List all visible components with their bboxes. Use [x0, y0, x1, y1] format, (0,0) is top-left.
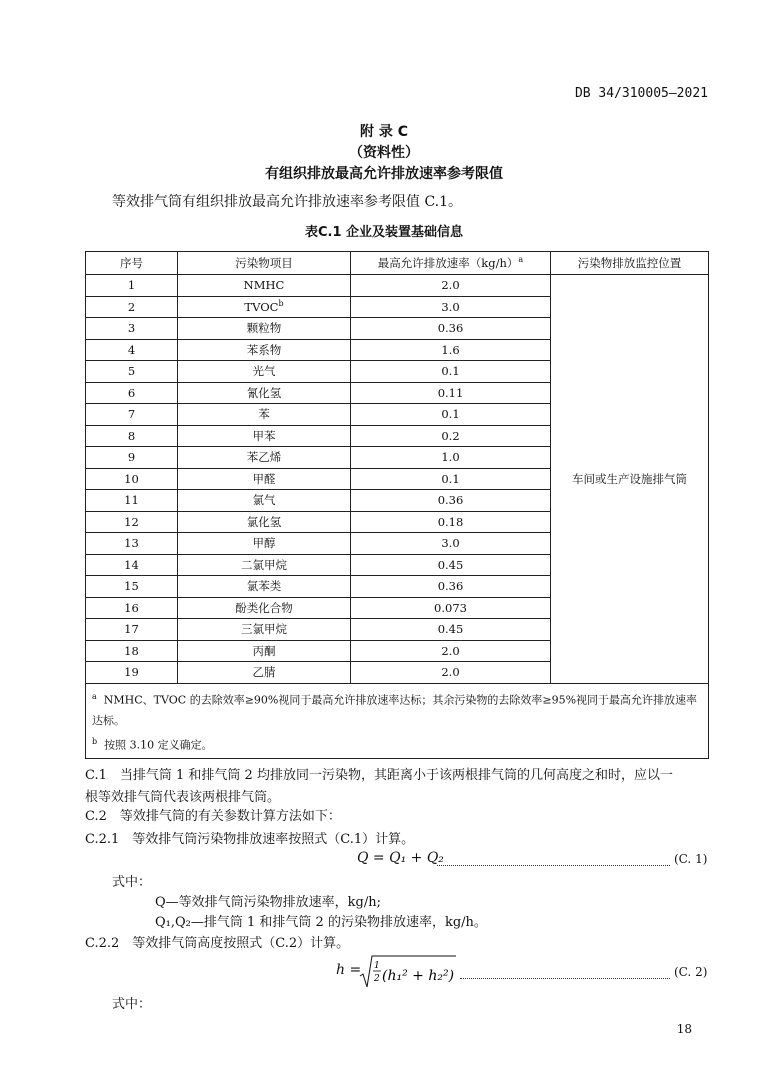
cell-item: [178, 404, 351, 426]
cell-item-text: 颗粒物: [246, 321, 282, 336]
cell-no-text: 2: [127, 299, 136, 314]
cell-rate-text: 0.11: [437, 385, 464, 400]
cell-no-text: 9: [127, 450, 136, 465]
cell-no-text: 3: [127, 321, 136, 336]
cell-item-text: 氯气: [252, 493, 276, 508]
cell-item-text: 丙酮: [252, 643, 276, 658]
svg-text:2: 2: [374, 974, 380, 984]
table-row: [86, 275, 709, 297]
cell-location-text: 车间或生产设施排气筒: [572, 471, 687, 486]
cell-rate-text: 3.0: [441, 299, 460, 314]
cell-no-text: 12: [124, 514, 139, 529]
cell-item-text: 甲醛: [252, 471, 276, 486]
cell-no-text: 7: [127, 407, 136, 422]
cell-no-text: 1: [127, 278, 136, 293]
formula-c1: Q = Q₁ + Q₂: [357, 850, 444, 866]
cell-no-text: 16: [124, 600, 139, 615]
header-rate-footnote-mark: a: [518, 255, 524, 265]
cell-rate: [351, 318, 551, 340]
cell-rate: [351, 425, 551, 447]
section-c2: C.2 等效排气筒的有关参数计算方法如下：: [85, 809, 341, 824]
page-number: 18: [676, 1022, 692, 1036]
cell-rate: [351, 296, 551, 318]
cell-item-text: 三氯甲烷: [241, 622, 287, 637]
cell-rate-text: 1.0: [441, 450, 460, 465]
header-item: 污染物项目: [178, 252, 351, 275]
cell-no: [86, 619, 178, 641]
footnote-b: [92, 731, 702, 756]
cell-rate: [351, 533, 551, 555]
cell-rate: [351, 619, 551, 641]
cell-rate: [351, 490, 551, 512]
cell-no-text: 11: [124, 493, 139, 508]
cell-rate: [351, 597, 551, 619]
header-rate-label: 最高允许排放速率（kg/h）: [377, 256, 519, 270]
cell-no-text: 19: [124, 665, 139, 680]
table-header-row: [86, 252, 709, 275]
header-location: 污染物排放监控位置: [551, 252, 709, 275]
cell-item: [178, 361, 351, 383]
cell-no-text: 8: [127, 428, 136, 443]
section-c1-line2: 根等效排气筒代表该两根排气筒。: [85, 790, 281, 805]
cell-no: [86, 576, 178, 598]
table-notes-row: [86, 683, 709, 758]
cell-item-text: 乙腈: [252, 665, 276, 680]
section-c22: C.2.2 等效排气筒高度按照式（C.2）计算。: [85, 936, 350, 951]
where-label-2: 式中：: [112, 997, 152, 1012]
cell-rate-text: 1.6: [441, 342, 460, 357]
cell-rate-text: 0.18: [437, 514, 464, 529]
cell-rate-text: 0.45: [437, 622, 464, 637]
section-c1-line1: C.1 当排气筒 1 和排气筒 2 均排放同一污染物，其距离小于该两根排气筒的几何高度之和时，应以一: [85, 768, 673, 783]
cell-item: [178, 533, 351, 555]
appendix-nature: （资料性）: [349, 145, 419, 161]
cell-rate-text: 0.1: [441, 471, 460, 486]
cell-no: [86, 318, 178, 340]
cell-rate: [351, 640, 551, 662]
svg-text:1: 1: [374, 961, 380, 971]
cell-no-text: 15: [124, 579, 139, 594]
cell-item: [178, 619, 351, 641]
cell-item-text: 光气: [252, 364, 276, 379]
cell-rate: [351, 361, 551, 383]
cell-item: [178, 468, 351, 490]
cell-no-text: 4: [127, 342, 136, 357]
cell-no: [86, 296, 178, 318]
cell-item-text: 氰化氢: [246, 385, 282, 400]
footnote-text: NMHC、TVOC 的去除效率≥90%视同于最高允许排放速率达标；其余污染物的去除效率≥95%视同于最高允许排放速率达标。: [92, 693, 698, 728]
formula-c2-lhs: h =: [336, 962, 362, 978]
cell-no-text: 10: [124, 471, 139, 486]
cell-no: [86, 404, 178, 426]
table-caption: 表C.1 企业及装置基础信息: [304, 225, 464, 240]
cell-no: [86, 662, 178, 684]
cell-rate-text: 0.1: [441, 407, 460, 422]
emission-rate-table: [85, 251, 709, 759]
cell-item-text: TVOC: [244, 300, 279, 315]
cell-item: [178, 275, 351, 297]
cell-no-text: 18: [124, 643, 139, 658]
cell-no-text: 13: [124, 536, 139, 551]
cell-item: [178, 490, 351, 512]
cell-rate: [351, 468, 551, 490]
footnote-a: [92, 686, 702, 732]
cell-rate: [351, 404, 551, 426]
definition-q1-q2: Q₁,Q₂—排气筒 1 和排气筒 2 的污染物排放速率，kg/h。: [155, 915, 487, 930]
appendix-title: 有组织排放最高允许排放速率参考限值: [265, 166, 503, 182]
formula-c2-number: (C. 2): [674, 965, 708, 979]
cell-item: [178, 382, 351, 404]
cell-item: [178, 597, 351, 619]
cell-rate: [351, 576, 551, 598]
formula-c2-radical: [358, 954, 458, 990]
appendix-label: 附 录 C: [359, 124, 409, 140]
cell-rate: [351, 662, 551, 684]
cell-no: [86, 554, 178, 576]
cell-no: [86, 468, 178, 490]
cell-location: [551, 275, 709, 684]
cell-no: [86, 425, 178, 447]
header-rate: [351, 252, 551, 275]
footnote-mark: b: [92, 737, 98, 747]
standard-code: DB 34/310005—2021: [574, 86, 708, 101]
cell-item-text: 苯: [258, 407, 270, 422]
cell-item: [178, 339, 351, 361]
cell-no-text: 14: [124, 557, 139, 572]
cell-no: [86, 597, 178, 619]
cell-rate-text: 0.1: [441, 364, 460, 379]
cell-rate-text: 0.36: [437, 321, 464, 336]
cell-rate: [351, 554, 551, 576]
cell-item: [178, 425, 351, 447]
cell-item-text: 酚类化合物: [235, 600, 293, 615]
cell-no-text: 17: [124, 622, 139, 637]
cell-rate-text: 0.073: [434, 600, 467, 615]
cell-no: [86, 382, 178, 404]
cell-rate: [351, 275, 551, 297]
footnote-text: 按照 3.10 定义确定。: [104, 738, 213, 752]
cell-rate: [351, 339, 551, 361]
cell-item: [178, 511, 351, 533]
cell-item: [178, 662, 351, 684]
cell-rate-text: 3.0: [441, 536, 460, 551]
cell-no: [86, 490, 178, 512]
cell-no: [86, 640, 178, 662]
cell-rate-text: 0.36: [437, 493, 464, 508]
cell-no: [86, 275, 178, 297]
cell-rate: [351, 447, 551, 469]
cell-no: [86, 511, 178, 533]
cell-item: [178, 554, 351, 576]
cell-rate-text: 2.0: [441, 278, 460, 293]
formula-c1-leader: [437, 865, 670, 866]
cell-item: [178, 447, 351, 469]
cell-rate-text: 2.0: [441, 665, 460, 680]
svg-text:(h₁² + h₂²): (h₁² + h₂²): [382, 968, 455, 984]
footnote-mark: a: [92, 691, 97, 701]
cell-rate-text: 2.0: [441, 643, 460, 658]
section-c21: C.2.1 等效排气筒污染物排放速率按照式（C.1）计算。: [85, 832, 415, 847]
cell-no-text: 6: [127, 385, 136, 400]
table-notes: [86, 683, 709, 758]
cell-rate: [351, 382, 551, 404]
cell-item-text: 苯系物: [246, 342, 282, 357]
formula-c1-number: (C. 1): [674, 852, 708, 866]
cell-item-text: 氯化氢: [246, 514, 282, 529]
cell-item: [178, 296, 351, 318]
intro-paragraph: 等效排气筒有组织排放最高允许排放速率参考限值 C.1。: [112, 194, 463, 210]
cell-no: [86, 447, 178, 469]
where-label-1: 式中：: [112, 875, 152, 890]
cell-item: [178, 640, 351, 662]
cell-item-text: 氯苯类: [246, 579, 282, 594]
cell-rate-text: 0.2: [441, 428, 460, 443]
definition-q: Q—等效排气筒污染物排放速率，kg/h;: [155, 895, 381, 910]
cell-rate: [351, 511, 551, 533]
cell-item: [178, 576, 351, 598]
cell-item-text: 甲苯: [252, 428, 276, 443]
cell-item-text: 甲醇: [252, 536, 276, 551]
cell-no: [86, 361, 178, 383]
formula-c2-leader: [460, 978, 670, 979]
cell-rate-text: 0.45: [437, 557, 464, 572]
cell-item-footnote-mark: b: [278, 299, 284, 309]
cell-no-text: 5: [127, 364, 136, 379]
cell-rate-text: 0.36: [437, 579, 464, 594]
cell-no: [86, 339, 178, 361]
cell-item-text: NMHC: [243, 278, 285, 293]
cell-item-text: 苯乙烯: [246, 450, 282, 465]
table-body: [86, 275, 709, 684]
header-no: 序号: [86, 252, 178, 275]
cell-no: [86, 533, 178, 555]
cell-item: [178, 318, 351, 340]
cell-item-text: 二氯甲烷: [241, 557, 287, 572]
